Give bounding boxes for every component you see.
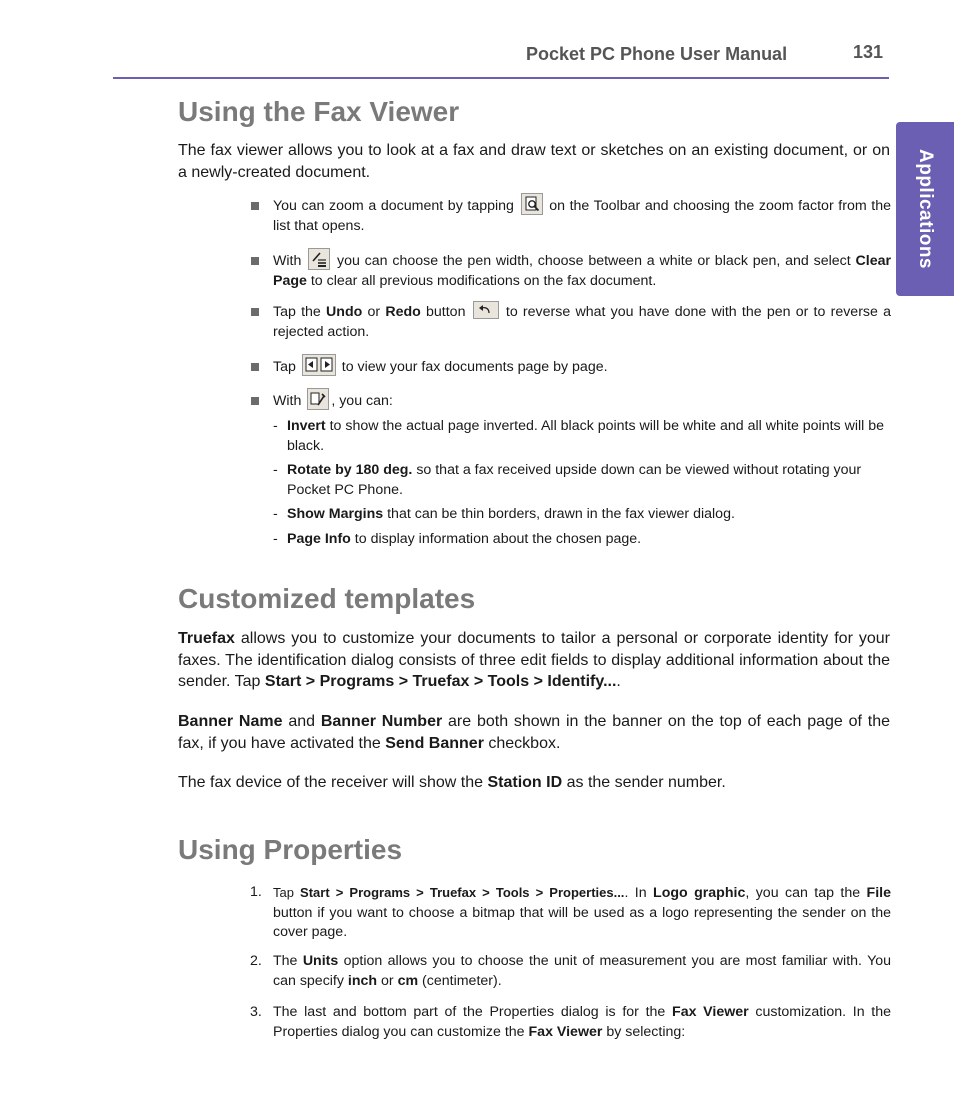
templates-paragraph-2: Banner Name and Banner Number are both shown in the banner on the top of each page of the fax, if you have activated the Send Banner checkbox. [178,713,891,752]
numbered-item-1: 1. Tap Start > Programs > Truefax > Tools > Properties.... In Logo graphic, you can tap the File button if you want to choose a bitmap that will be used as a logo representing the sender on the cover page. [250,884,891,940]
zoom-icon [521,193,543,215]
header-title: Pocket PC Phone User Manual [526,44,788,64]
side-tab-label: Applications [915,148,936,270]
page-navigation-icon [302,354,336,376]
pen-icon [308,248,330,270]
side-tab [896,122,954,296]
bullet-pages: Tap to view your fax documents page by page. [251,358,891,378]
sub-item-invert: - Invert to show the actual page inverted. All black points will be white and all white points will be black. [273,418,884,454]
tools-icon [307,388,329,410]
bullet-marker [251,397,259,405]
undo-icon [473,301,499,319]
numbered-item-2: 2. The Units option allows you to choose the unit of measurement you are most familiar with. You can specify inch or cm (centimeter). [250,953,892,989]
sub-item-show-margins: - Show Margins that can be thin borders, drawn in the fax viewer dialog. [273,506,735,522]
bullet-marker [251,202,259,210]
bullet-undo-redo: Tap the Undo or Redo button to reverse what you have done with the pen or to reverse a rejected action. [251,303,891,342]
templates-paragraph-1: Truefax allows you to customize your documents to tailor a personal or corporate identity for your faxes. The identification dialog consists of three edit fields to display additional information about the sender. Tap Start > Programs > Truefax > Tools > Identify.... [178,630,890,690]
sub-item-rotate: - Rotate by 180 deg. so that a fax received upside down can be viewed without rotating your Pocket PC Phone. [273,462,862,498]
section-title-using-properties: Using Properties [178,834,403,865]
bullet-zoom: You can zoom a document by tapping on the Toolbar and choosing the zoom factor from the list that opens. [251,197,891,236]
bullet-marker [251,308,259,316]
page-number: 131 [853,42,884,62]
templates-paragraph-3: The fax device of the receiver will show the Station ID as the sender number. [178,774,726,791]
section-title-fax-viewer: Using the Fax Viewer [178,96,460,127]
bullet-marker [251,363,259,371]
sub-item-page-info: - Page Info to display information about the chosen page. [273,531,642,547]
bullet-tools: With , you can: [251,392,891,412]
numbered-item-3: 3. The last and bottom part of the Properties dialog is for the Fax Viewer customization. In the Properties dialog you can customize the Fax Viewer by selecting: [250,1004,892,1040]
fax-viewer-intro: The fax viewer allows you to look at a fax and draw text or sketches on an existing document, or on a newly-created document. [178,142,890,181]
header-divider [113,77,889,79]
section-title-customized-templates: Customized templates [178,583,476,614]
bullet-pen: With you can choose the pen width, choose between a white or black pen, and select Clear Page to clear all previous modifications on the fax document. [251,252,891,291]
bullet-marker [251,257,259,265]
